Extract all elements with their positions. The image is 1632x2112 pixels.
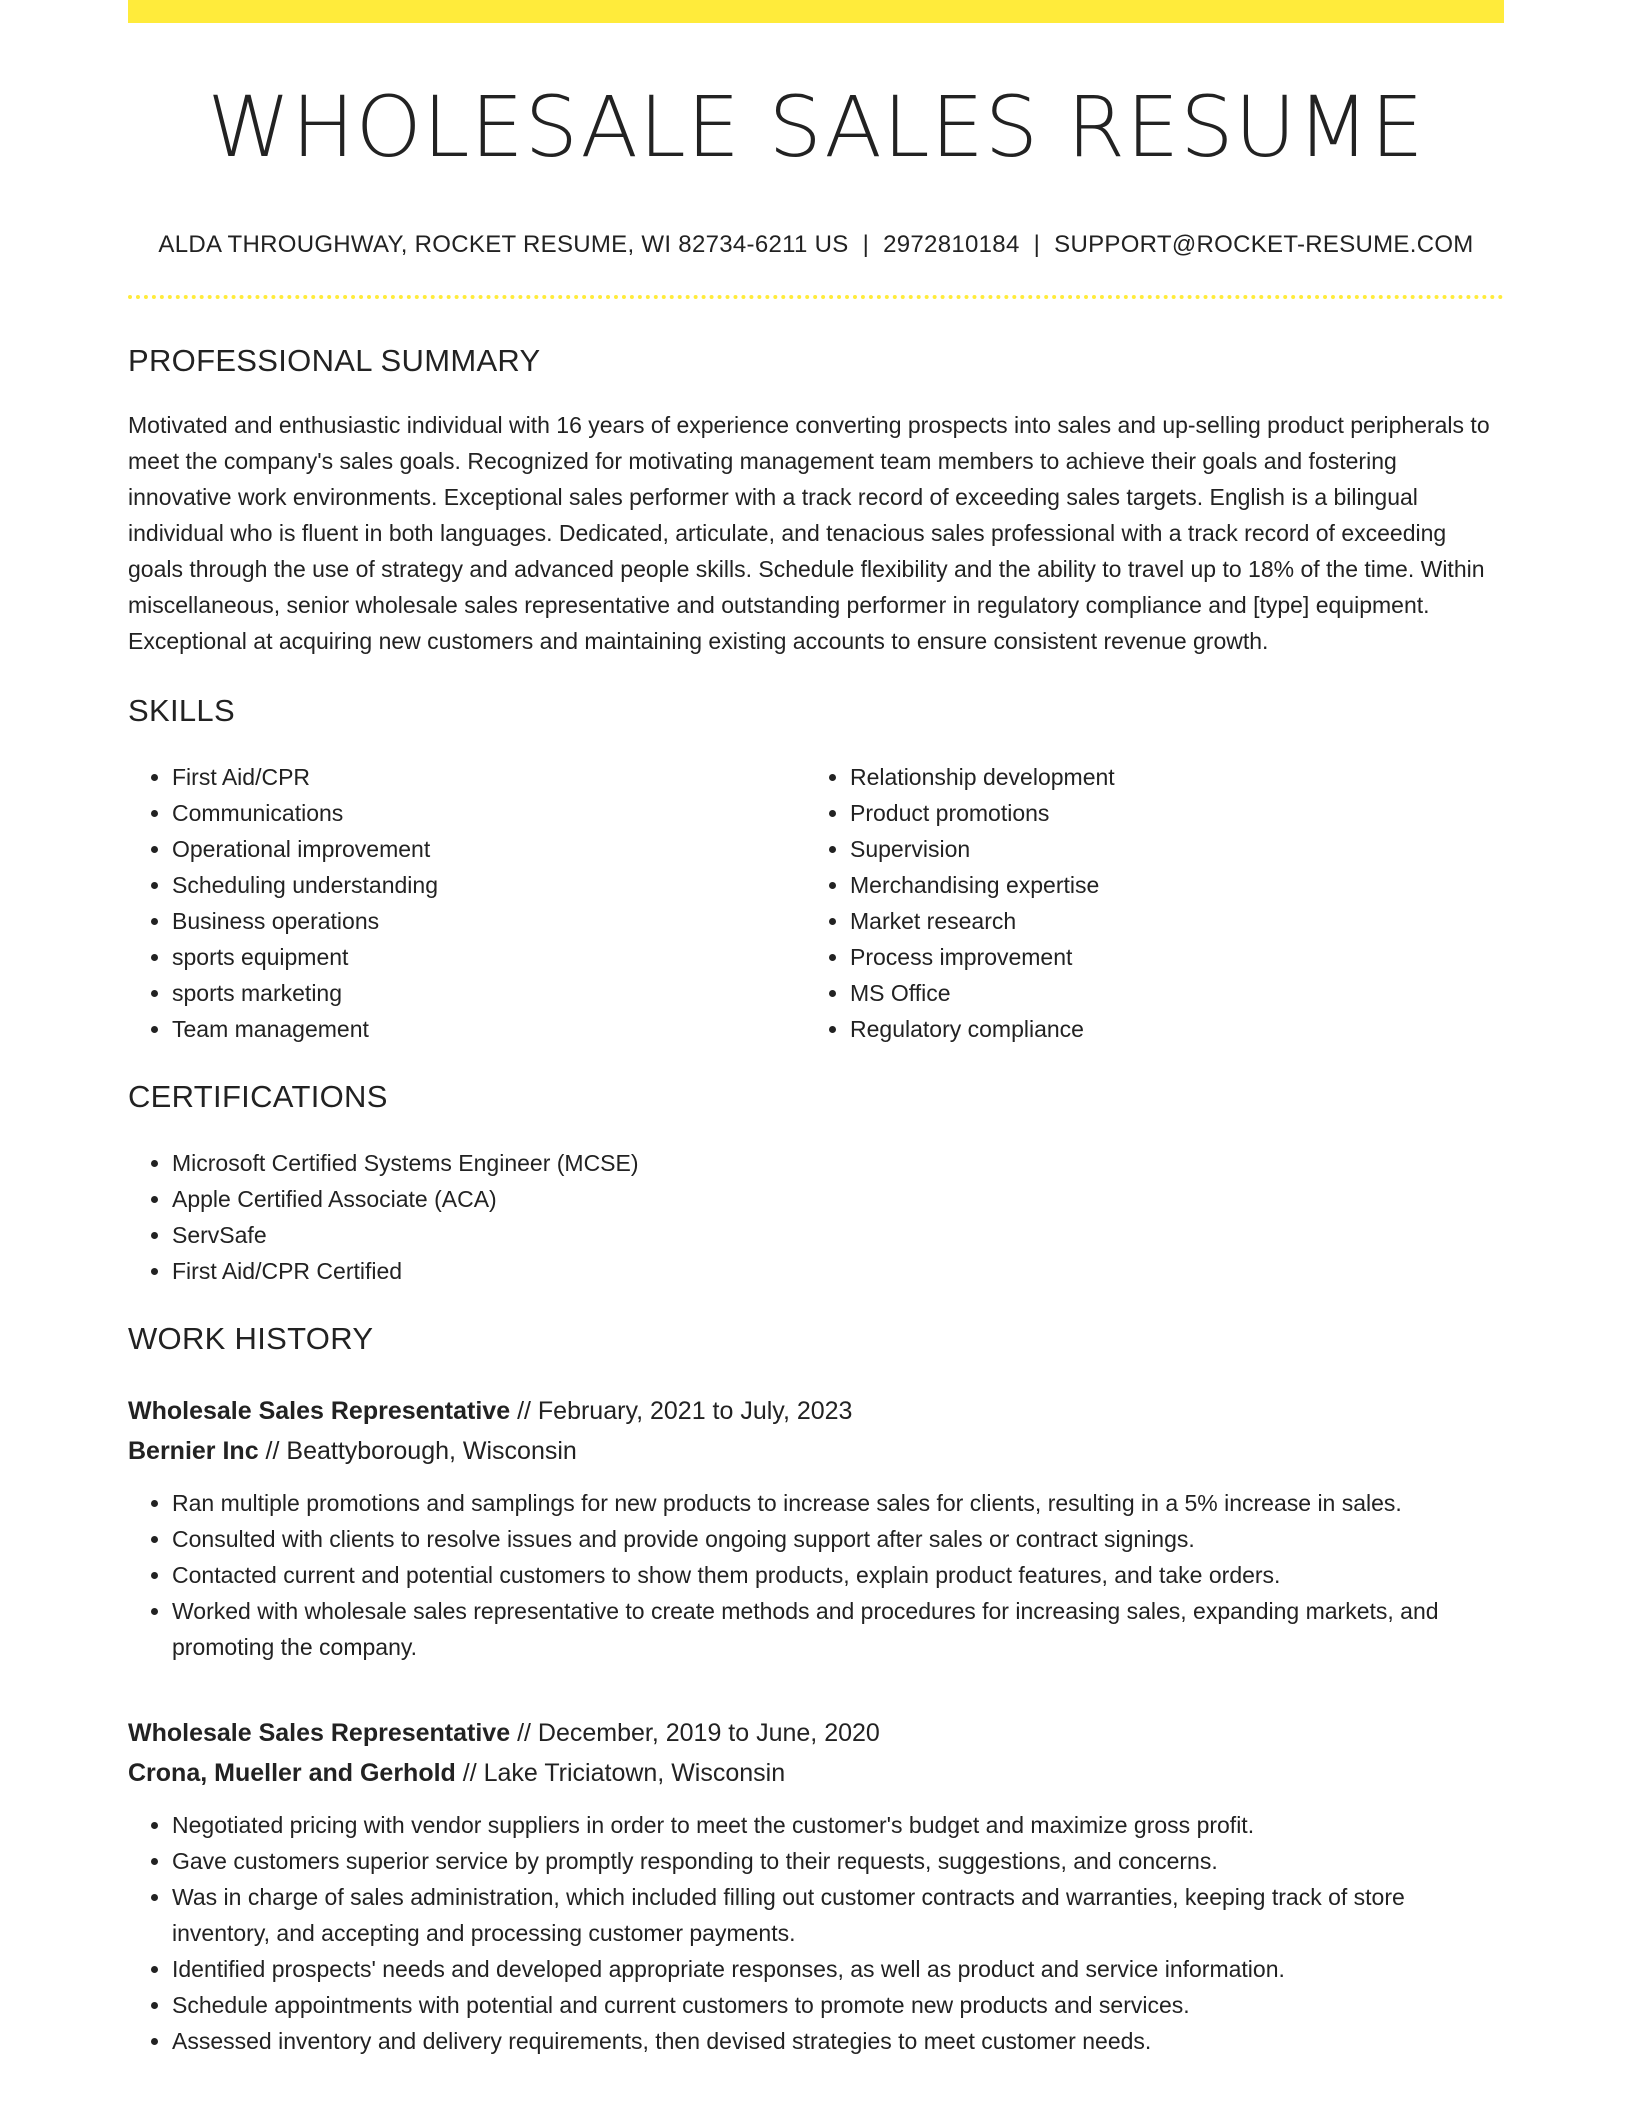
resume-title: WHOLESALE SALES RESUME bbox=[207, 78, 1425, 176]
job-entry bbox=[128, 1391, 1504, 1665]
list-item: • Worked with wholesale sales representative to create methods and procedures for increasing sales, expanding markets, and promoting the company. bbox=[172, 1593, 1504, 1665]
section-heading: WORK HISTORY bbox=[128, 1321, 374, 1357]
contact-separator: | bbox=[862, 231, 870, 259]
list-item: • Ran multiple promotions and samplings for new products to increase sales for clients, resulting in a 5% increase in sales. bbox=[172, 1485, 1504, 1521]
list-item: • Operational improvement bbox=[172, 831, 806, 867]
contact-address: ALDA THROUGHWAY, ROCKET RESUME, WI 82734-6211 US bbox=[158, 231, 849, 259]
certifications-section bbox=[128, 1079, 1504, 1289]
contact-line bbox=[128, 231, 1504, 259]
job-title-line bbox=[128, 1391, 1504, 1431]
list-item: • Process improvement bbox=[850, 939, 1484, 975]
list-item: • Consulted with clients to resolve issues and provide ongoing support after sales or contract signings. bbox=[172, 1521, 1504, 1557]
skills-list-right bbox=[806, 759, 1484, 1047]
job-title-line bbox=[128, 1713, 1504, 1753]
list-item: • First Aid/CPR Certified bbox=[172, 1253, 1504, 1289]
list-item: • sports marketing bbox=[172, 975, 806, 1011]
skills-section bbox=[128, 693, 1504, 1047]
job-company-line bbox=[128, 1431, 1504, 1471]
certifications-list bbox=[128, 1145, 1504, 1289]
list-item: • First Aid/CPR bbox=[172, 759, 806, 795]
list-item: • sports equipment bbox=[172, 939, 806, 975]
job-company: Bernier Inc bbox=[128, 1437, 259, 1466]
job-company: Crona, Mueller and Gerhold bbox=[128, 1759, 456, 1788]
job-title: Wholesale Sales Representative bbox=[128, 1719, 511, 1748]
skills-list-left bbox=[128, 759, 806, 1047]
job-location: // Lake Triciatown, Wisconsin bbox=[455, 1759, 786, 1788]
list-item: • Assessed inventory and delivery requirements, then devised strategies to meet customer needs. bbox=[172, 2023, 1504, 2059]
list-item: • Market research bbox=[850, 903, 1484, 939]
list-item: • Supervision bbox=[850, 831, 1484, 867]
resume-page bbox=[128, 0, 1504, 2059]
job-dates: // February, 2021 to July, 2023 bbox=[510, 1397, 853, 1426]
job-dates: // December, 2019 to June, 2020 bbox=[510, 1719, 880, 1748]
job-company-line bbox=[128, 1753, 1504, 1793]
section-heading: CERTIFICATIONS bbox=[128, 1079, 388, 1115]
list-item: • Negotiated pricing with vendor suppliers in order to meet the customer's budget and maximize gross profit. bbox=[172, 1807, 1504, 1843]
list-item: • Regulatory compliance bbox=[850, 1011, 1484, 1047]
list-item: • Apple Certified Associate (ACA) bbox=[172, 1181, 1504, 1217]
list-item: • Relationship development bbox=[850, 759, 1484, 795]
list-item: • Team management bbox=[172, 1011, 806, 1047]
contact-email[interactable]: SUPPORT@ROCKET-RESUME.COM bbox=[1054, 231, 1474, 259]
job-entry bbox=[128, 1713, 1504, 2059]
job-title: Wholesale Sales Representative bbox=[128, 1397, 511, 1426]
list-item: • Contacted current and potential customers to show them products, explain product features, and take orders. bbox=[172, 1557, 1504, 1593]
list-item: • Schedule appointments with potential and current customers to promote new products and services. bbox=[172, 1987, 1504, 2023]
list-item: • Identified prospects' needs and developed appropriate responses, as well as product and service information. bbox=[172, 1951, 1504, 1987]
section-heading: SKILLS bbox=[128, 693, 235, 729]
professional-summary-section bbox=[128, 343, 1504, 659]
list-item: • Gave customers superior service by promptly responding to their requests, suggestions, and concerns. bbox=[172, 1843, 1504, 1879]
list-item: • Business operations bbox=[172, 903, 806, 939]
list-item: • ServSafe bbox=[172, 1217, 1504, 1253]
list-item: • Product promotions bbox=[850, 795, 1484, 831]
summary-text: Motivated and enthusiastic individual with 16 years of experience converting prospects into sales and up-selling product peripherals to meet the company's sales goals. Recognized for motivating management team members to achieve their goals and fostering innovative work environments. Exceptional sales performer with a track record of exceeding sales targets. English is a bilingual individual who is fluent in both languages. Dedicated, articulate, and tenacious sales professional with a track record of exceeding goals through the use of strategy and advanced people skills. Schedule flexibility and the ability to travel up to 18% of the time. Within miscellaneous, senior wholesale sales representative and outstanding performer in regulatory compliance and [type] equipment. Exceptional at acquiring new customers and maintaining existing accounts to ensure consistent revenue growth. bbox=[128, 412, 1490, 655]
dotted-divider bbox=[128, 295, 1504, 299]
list-item: • MS Office bbox=[850, 975, 1484, 1011]
job-location: // Beattyborough, Wisconsin bbox=[258, 1437, 577, 1466]
job-bullets bbox=[128, 1485, 1504, 1665]
skills-columns bbox=[128, 759, 1504, 1047]
top-accent-bar bbox=[128, 0, 1504, 23]
list-item: • Scheduling understanding bbox=[172, 867, 806, 903]
list-item: • Was in charge of sales administration, which included filling out customer contracts and warranties, keeping track of store inventory, and accepting and processing customer payments. bbox=[172, 1879, 1504, 1951]
list-item: • Microsoft Certified Systems Engineer (MCSE) bbox=[172, 1145, 1504, 1181]
job-bullets bbox=[128, 1807, 1504, 2059]
list-item: • Merchandising expertise bbox=[850, 867, 1484, 903]
list-item: • Communications bbox=[172, 795, 806, 831]
work-history-section bbox=[128, 1321, 1504, 2059]
contact-separator: | bbox=[1033, 231, 1041, 259]
section-heading: PROFESSIONAL SUMMARY bbox=[128, 343, 541, 379]
contact-phone[interactable]: 2972810184 bbox=[883, 231, 1020, 259]
